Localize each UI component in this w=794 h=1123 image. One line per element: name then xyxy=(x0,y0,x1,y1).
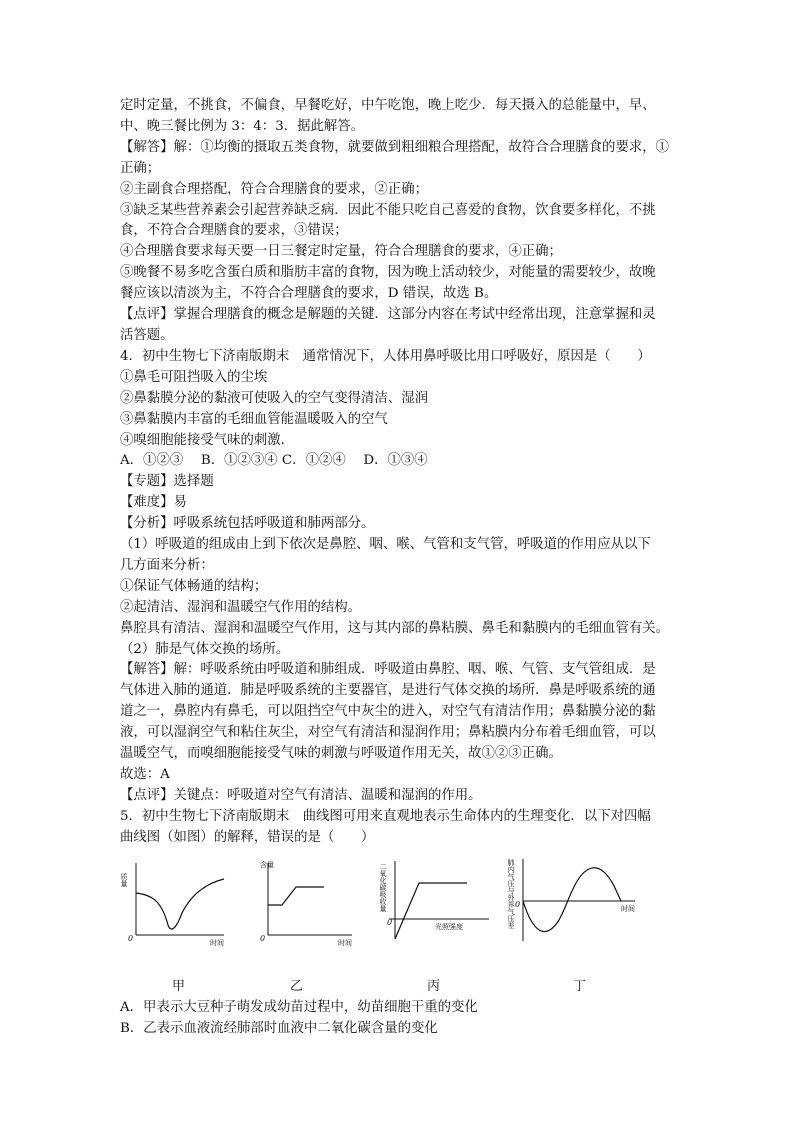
text-line: 液，可以湿润空气和粘住灰尘，对空气有清洁和湿润作用；鼻粘膜内分布着毛细血管，可以 xyxy=(120,725,656,741)
caption-bing: 丙 xyxy=(427,978,441,994)
text-line: 故选：A xyxy=(120,767,170,782)
text-line: 温暖空气，而嗅细胞能接受气味的刺激与呼吸道作用无关，故①②③正确。 xyxy=(120,746,562,762)
text-line: 【专题】选择题 xyxy=(120,474,214,490)
ylabel-bing: 二氧化碳吸收量 xyxy=(379,862,387,912)
text-line: ②主副食合理搭配，符合合理膳食的要求，②正确； xyxy=(120,181,428,197)
text-line: 【点评】掌握合理膳食的概念是解题的关键．这部分内容在考试中经常出现，注意掌握和灵 xyxy=(120,307,656,323)
curve-figures xyxy=(120,853,680,998)
document-page xyxy=(120,96,680,1039)
text-line: 气体进入肺的通道．肺是呼吸系统的主要器官，是进行气体交换的场所．鼻是呼吸系统的通 xyxy=(120,683,656,699)
caption-jia: 甲 xyxy=(172,978,186,994)
figure-ding xyxy=(503,853,643,994)
origin-jia: 0 xyxy=(128,933,134,943)
ylabel-yi: 含量 xyxy=(260,860,274,869)
text-line: 【难度】易 xyxy=(120,495,187,511)
xlabel-jia: 时间 xyxy=(210,938,224,947)
text-line: 【点评】关键点：呼吸道对空气有清洁、温暖和湿润的作用。 xyxy=(120,787,482,803)
text-line: 鼻腔具有清洁、湿润和温暖空气作用，这与其内部的鼻粘膜、鼻毛和黏膜内的毛细血管有关。 xyxy=(120,620,670,636)
text-line: 正确； xyxy=(120,160,161,176)
option-a: A．甲表示大豆种子萌发成幼苗过程中，幼苗细胞干重的变化 xyxy=(120,999,478,1015)
origin-bing: 0 xyxy=(387,917,393,927)
figure-jia xyxy=(120,853,235,994)
option-b: B．乙表示血液流经肺部时血液中二氧化碳含量的变化 xyxy=(120,1020,438,1036)
text-line: ⑤晚餐不易多吃含蛋白质和脂肪丰富的食物，因为晚上活动较少，对能量的需要较少，故晚 xyxy=(120,265,656,281)
figure-yi xyxy=(252,853,362,994)
origin-yi: 0 xyxy=(260,933,266,943)
text-line: ③鼻黏膜内丰富的毛细血管能温暖吸入的空气 xyxy=(120,411,388,427)
xlabel-ding: 时间 xyxy=(621,904,635,913)
text-line: ③缺乏某些营养素会引起营养缺乏病．因此不能只吃自己喜爱的食物，饮食要多样化，不挑 xyxy=(120,202,656,218)
question-4-stem: 4．初中生物七下济南版期末 通常情况下，人体用鼻呼吸比用口呼吸好，原因是（ ） xyxy=(120,348,651,364)
ylabel-ding: 肺内气压与外界气压差 xyxy=(507,858,515,929)
text-line: ④合理膳食要求每天要一日三餐定时定量，符合合理膳食的要求，④正确； xyxy=(120,244,562,260)
figure-bing xyxy=(375,853,495,994)
xlabel-yi: 时间 xyxy=(338,938,352,947)
text-line: ②鼻黏膜分泌的黏液可使吸入的空气变得清洁、湿润 xyxy=(120,390,428,406)
text-line: 活答题。 xyxy=(120,327,174,343)
answer-options: A．①②③ B．①②③④ C．①②④ D．①③④ xyxy=(120,453,428,469)
text-line: 中、晚三餐比例为 3：4：3．据此解答。 xyxy=(120,118,365,134)
text-line: 餐应该以清淡为主，不符合合理膳食的要求，D 错误，故选 B。 xyxy=(120,286,498,302)
text-line: 定时定量，不挑食，不偏食，早餐吃好，中午吃饱，晚上吃少．每天摄入的总能量中，早、 xyxy=(120,98,656,113)
text-line: ①保证气体畅通的结构； xyxy=(120,578,268,594)
text-line: 【解答】解：①均衡的摄取五类食物，就要做到粗细粮合理搭配，故符合合理膳食的要求，① xyxy=(120,139,670,155)
text-block-bottom xyxy=(120,998,680,1040)
ylabel-jia: 质量 xyxy=(120,872,128,887)
origin-ding: 0 xyxy=(515,899,521,909)
caption-yi: 乙 xyxy=(290,978,304,994)
question-5-stem: 5．初中生物七下济南版期末 曲线图可用来直观地表示生命体内的生理变化．以下对四幅 xyxy=(120,808,651,824)
text-line: （1）呼吸道的组成由上到下依次是鼻腔、咽、喉、气管和支气管，呼吸道的作用应从以下 xyxy=(120,537,651,553)
xlabel-bing: 光照强度 xyxy=(435,922,463,931)
text-line: ②起清洁、湿润和温暖空气作用的结构。 xyxy=(120,599,362,615)
text-line: ④嗅细胞能接受气味的刺激． xyxy=(120,432,295,448)
text-line: 道之一，鼻腔内有鼻毛，可以阻挡空气中灰尘的进入，对空气有清洁作用；鼻黏膜分泌的黏 xyxy=(120,704,656,720)
text-line: （2）肺是气体交换的场所。 xyxy=(120,641,290,657)
text-line: 【分析】呼吸系统包括呼吸道和肺两部分。 xyxy=(120,516,375,532)
text-line: ①鼻毛可阻挡吸入的尘埃 xyxy=(120,369,268,385)
text-block-top xyxy=(120,96,680,849)
text-line: 食，不符合合理膳食的要求，③错误； xyxy=(120,223,348,239)
caption-ding: 丁 xyxy=(573,978,587,994)
text-line: 曲线图（如图）的解释，错误的是（ ） xyxy=(120,829,375,845)
text-line: 【解答】解：呼吸系统由呼吸道和肺组成．呼吸道由鼻腔、咽、喉、气管、支气管组成．是 xyxy=(120,662,656,678)
text-line: 几方面来分析： xyxy=(120,557,214,573)
